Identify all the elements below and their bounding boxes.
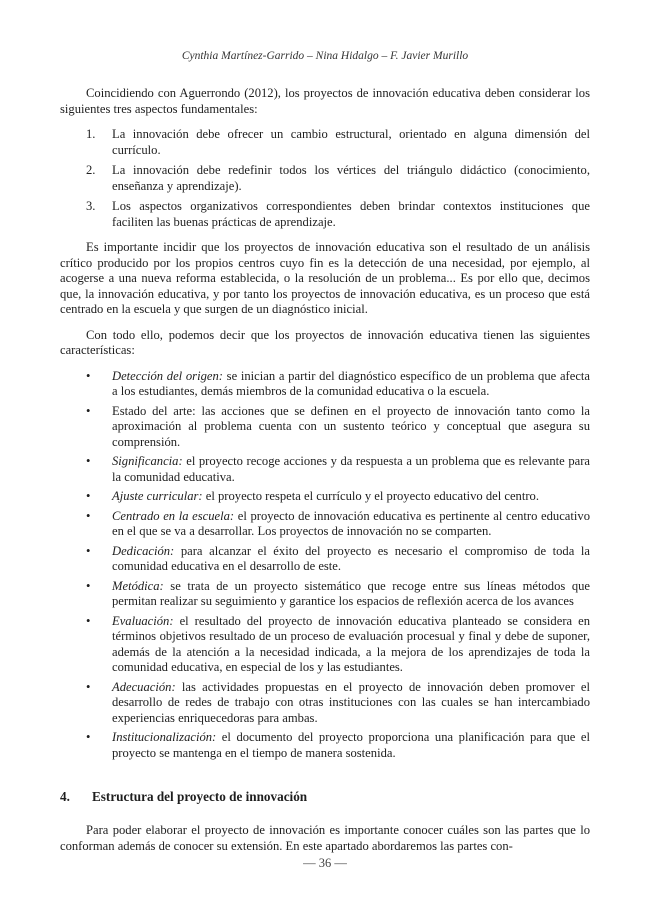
- list-item: [60, 127, 590, 158]
- item-term: Adecuación:: [112, 679, 176, 694]
- item-number: 2.: [86, 163, 96, 177]
- bullet-icon: •: [86, 543, 91, 558]
- bullet-icon: •: [86, 368, 91, 383]
- item-text: el proyecto respeta el currículo y el proyecto educativo del centro.: [202, 489, 539, 503]
- item-term: Detección del origen:: [112, 368, 223, 383]
- item-term: Institucionalización:: [112, 730, 217, 744]
- item-number: 1.: [86, 127, 96, 141]
- item-text: para alcanzar el éxito del proyecto es necesario el compromiso de toda la comunidad educativa en el desarrollo de este.: [112, 543, 590, 573]
- list-item: [60, 680, 590, 727]
- list-item: [60, 509, 590, 540]
- section-title: Estructura del proyecto de innovación: [92, 789, 308, 804]
- item-text: La innovación debe ofrecer un cambio estructural, orientado en alguna dimensión del currículo.: [112, 127, 590, 157]
- item-term: Significancia:: [112, 454, 183, 468]
- intro-paragraph: Coincidiendo con Aguerrondo (2012), los proyectos de innovación educativa deben considerar los siguientes tres aspectos fundamentales:: [60, 86, 590, 116]
- list-item: [60, 489, 590, 505]
- item-text: se trata de un proyecto sistemático que recoge entre sus líneas métodos que permitan realizar su seguimiento y garantice los espacios de reflexión acerca de los avances: [112, 578, 590, 608]
- item-text: el documento del proyecto proporciona una planificación para que el proyecto se mantenga en el tiempo de manera sostenida.: [112, 730, 590, 760]
- item-text: las actividades propuestas en el proyecto de innovación deben promover el desarrollo de redes de trabajo con otras instituciones con las cuales se han intercambiado experiencias enriquecedoras para ambas.: [112, 679, 590, 725]
- closing-paragraph: Para poder elaborar el proyecto de innovación es importante conocer cuáles son las partes que lo conforman además de conocer su extensión. En este apartado abordaremos las partes con-: [60, 823, 590, 853]
- section-number: 4.: [60, 789, 70, 804]
- running-header: Cynthia Martínez-Garrido – Nina Hidalgo – F. Javier Murillo: [181, 50, 469, 62]
- list-item: [60, 614, 590, 676]
- bullet-icon: •: [86, 403, 91, 418]
- item-text: Estado del arte: las acciones que se definen en el proyecto de innovación tanto como la aproximación al problema cuenta con un sustento teórico y conceptual que asegura su comprensión.: [112, 403, 590, 449]
- item-term: Ajuste curricular:: [112, 489, 203, 503]
- item-term: Evaluación:: [112, 613, 174, 628]
- item-text: el proyecto recoge acciones y da respuesta a un problema que es relevante para la comunidad educativa.: [112, 454, 590, 484]
- aspects-list: [60, 127, 590, 230]
- list-item: [60, 730, 590, 761]
- characteristics-intro: Con todo ello, podemos decir que los proyectos de innovación educativa tienen las siguientes características:: [60, 327, 590, 357]
- list-item: [60, 454, 590, 485]
- item-text: La innovación debe redefinir todos los vértices del triángulo didáctico (conocimiento, enseñanza y aprendizaje).: [112, 163, 590, 193]
- bullet-icon: •: [86, 679, 91, 694]
- characteristics-list: [60, 369, 590, 762]
- bullet-icon: •: [86, 578, 91, 593]
- body-text: [60, 86, 590, 864]
- list-item: [60, 199, 590, 230]
- list-item: [60, 544, 590, 575]
- item-text: el resultado del proyecto de innovación educativa planteado se considera en términos objetivos resultado de un proceso de evaluación procesual y final y debe de suponer, además de la atención a la necesidad indicada, a la mejora de los aprendizajes de toda la comunidad educativa, en especial de los y las estudiantes.: [112, 613, 590, 674]
- list-item: [60, 404, 590, 451]
- bullet-icon: •: [86, 613, 91, 628]
- bullet-icon: •: [86, 508, 91, 523]
- item-number: 3.: [86, 199, 96, 213]
- bullet-icon: •: [86, 454, 91, 468]
- bullet-icon: •: [86, 730, 91, 744]
- item-text: el proyecto de innovación educativa es pertinente al centro educativo en el que se va a desarrollar. Los proyectos de innovación no se comparten.: [112, 508, 590, 538]
- analysis-paragraph: Es importante incidir que los proyectos de innovación educativa son el resultado de un análisis crítico producido por los propios centros cuyo fin es la detección de una necesidad, por ejemplo, al acogerse a una nueva reforma establecida, o la resolución de un problema... Es por ello que, decimos que, la innovación educativa, y por tanto los proyectos de innovación educativa, es un proceso que está centrado en la escuela y que surgen de un diagnóstico inicial.: [60, 240, 590, 316]
- page-number: — 36 —: [303, 856, 347, 870]
- bullet-icon: •: [86, 489, 91, 503]
- list-item: [60, 163, 590, 194]
- item-text: se inician a partir del diagnóstico específico de un problema que afecta a los estudiantes, demás miembros de la comunidad educativa o la escuela.: [112, 368, 590, 398]
- item-text: Los aspectos organizativos correspondientes deben brindar contextos instituciones que faciliten las buenas prácticas de aprendizaje.: [112, 199, 590, 229]
- list-item: [60, 369, 590, 400]
- item-term: Centrado en la escuela:: [112, 508, 235, 523]
- item-term: Metódica:: [112, 578, 164, 593]
- section-heading: [60, 789, 590, 805]
- list-item: [60, 579, 590, 610]
- item-term: Dedicación:: [112, 543, 175, 558]
